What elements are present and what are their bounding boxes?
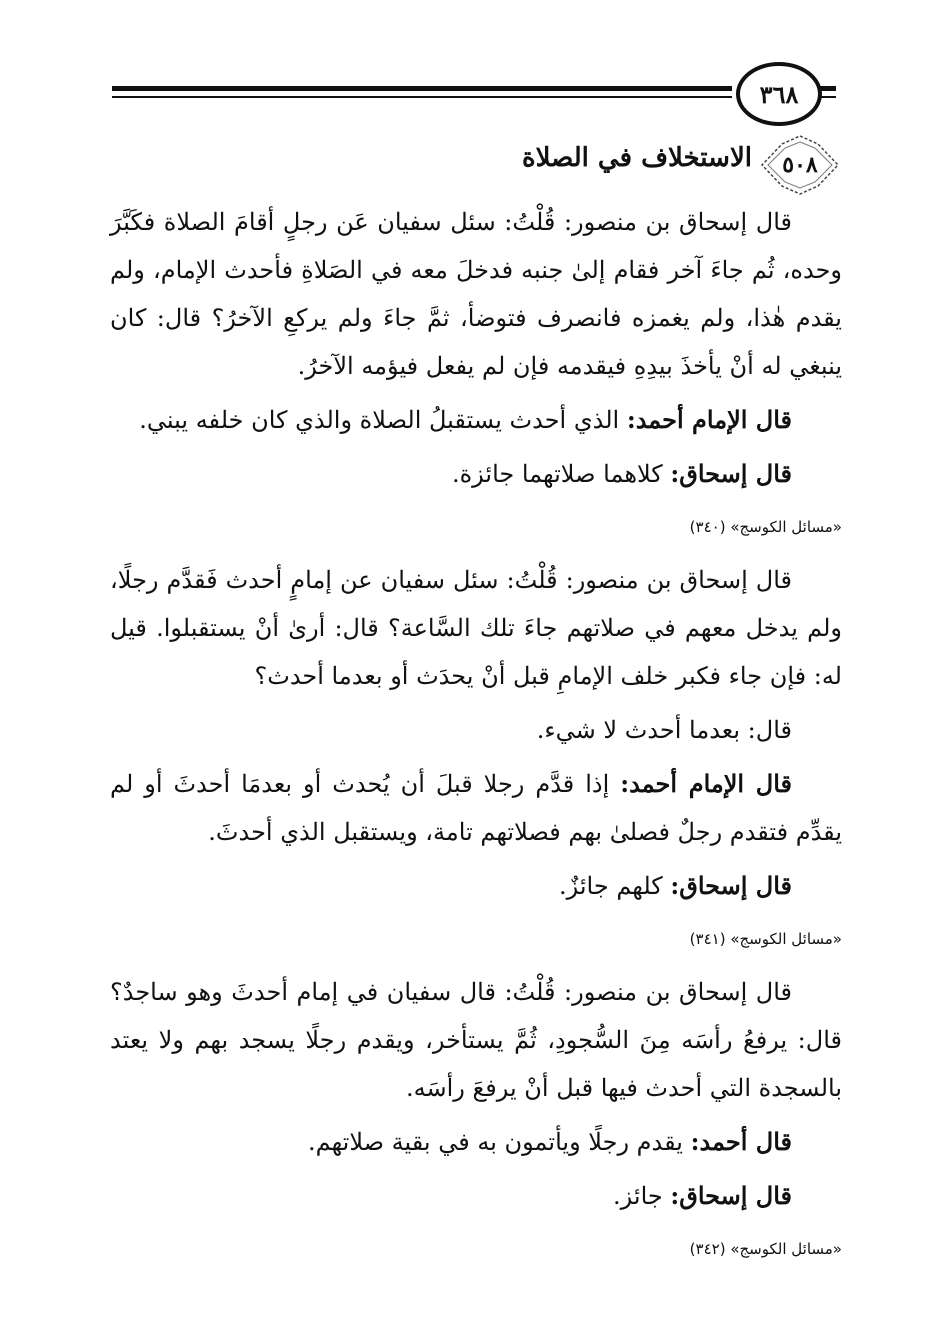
ruling	[110, 450, 842, 498]
ruling-speaker: قال إسحاق:	[670, 871, 792, 900]
header-rule	[112, 86, 732, 102]
ruling-text: كلاهما صلاتهما جائزة.	[451, 460, 671, 488]
ruling-speaker: قال الإمام أحمد:	[620, 769, 792, 798]
section-number: ٥٠٨	[782, 152, 818, 178]
header-rule-thick	[112, 86, 732, 91]
ruling	[110, 862, 842, 910]
citation: «مسائل الكوسج» (٣٤٠)	[689, 518, 842, 536]
ruling	[110, 396, 842, 444]
issue-block-3	[110, 968, 842, 1258]
ruling	[110, 1172, 842, 1220]
ruling-text: يقدم رجلًا ويأتمون به في بقية صلاتهم.	[307, 1128, 691, 1156]
question-text: قال إسحاق بن منصور: قُلْتُ: قال سفيان في إمام أحدثَ وهو ساجدٌ؟ قال: يرفعُ رأسَه مِنَ السُّجودِ، ثُمَّ يستأخر، ويقدم رجلًا يسجد بهم ولا يعتد بالسجدة التي أحدث فيها قبل أنْ يرفعَ رأسَه.	[110, 978, 842, 1102]
ruling	[110, 760, 842, 856]
ruling-text: كلهم جائزٌ.	[558, 872, 671, 900]
ruling-speaker: قال أحمد:	[690, 1127, 792, 1156]
page-number: ٣٦٨	[736, 62, 822, 126]
ruling	[110, 706, 842, 754]
page-content	[110, 198, 842, 1278]
citation: «مسائل الكوسج» (٣٤١)	[689, 930, 842, 948]
ruling-text: الذي أحدث يستقبلُ الصلاة والذي كان خلفه يبني.	[139, 406, 627, 434]
ruling-speaker: قال الإمام أحمد:	[626, 405, 792, 434]
section-number-badge	[758, 134, 842, 196]
ruling-speaker: قال إسحاق:	[670, 459, 792, 488]
ruling	[110, 1118, 842, 1166]
issue-block-2	[110, 556, 842, 948]
ruling-text: إذا قدَّم رجلا قبلَ أن يُحدث أو بعدمَا أحدثَ أو لم يقدِّم فتقدم رجلٌ فصلىٰ بهم فصلاتهم تامة، ويستقبل الذي أحدثَ.	[110, 770, 842, 846]
question-text: قال إسحاق بن منصور: قُلْتُ: سئل سفيان عن إمامٍ أحدث فَقدَّم رجلًا، ولم يدخل معهم في صلاتهم جاءَ تلك السَّاعة؟ قال: أرىٰ أنْ يستقبلوا. قيل له: فإن جاء فكبر خلف الإمامِ قبل أنْ يحدَث أو بعدما أحدث؟	[110, 566, 842, 690]
header-rule-thin	[112, 96, 732, 98]
ruling-text: قال: بعدما أحدث لا شيء.	[536, 716, 792, 744]
section-title: الاستخلاف في الصلاة	[522, 143, 752, 173]
ruling-speaker: قال إسحاق:	[670, 1181, 792, 1210]
issue-block-1	[110, 198, 842, 536]
question-text: قال إسحاق بن منصور: قُلْتُ: سئل سفيان عَن رجلٍ أقامَ الصلاة فكَبَّرَ وحده، ثُم جاءَ آخر فقام إلىٰ جنبه فدخلَ معه في الصَلاةِ فأحدث الإمام، ولم يقدم هٰذا، ولم يغمزه فانصرف فتوضأ، ثمَّ جاءَ ولم يركعِ الآخرُ؟ قال: كان ينبغي له أنْ يأخذَ بيدِهِ فيقدمه فإن لم يفعل فيؤمه الآخرُ.	[110, 208, 842, 380]
ruling-text: جائز.	[613, 1182, 671, 1210]
citation: «مسائل الكوسج» (٣٤٢)	[689, 1240, 842, 1258]
